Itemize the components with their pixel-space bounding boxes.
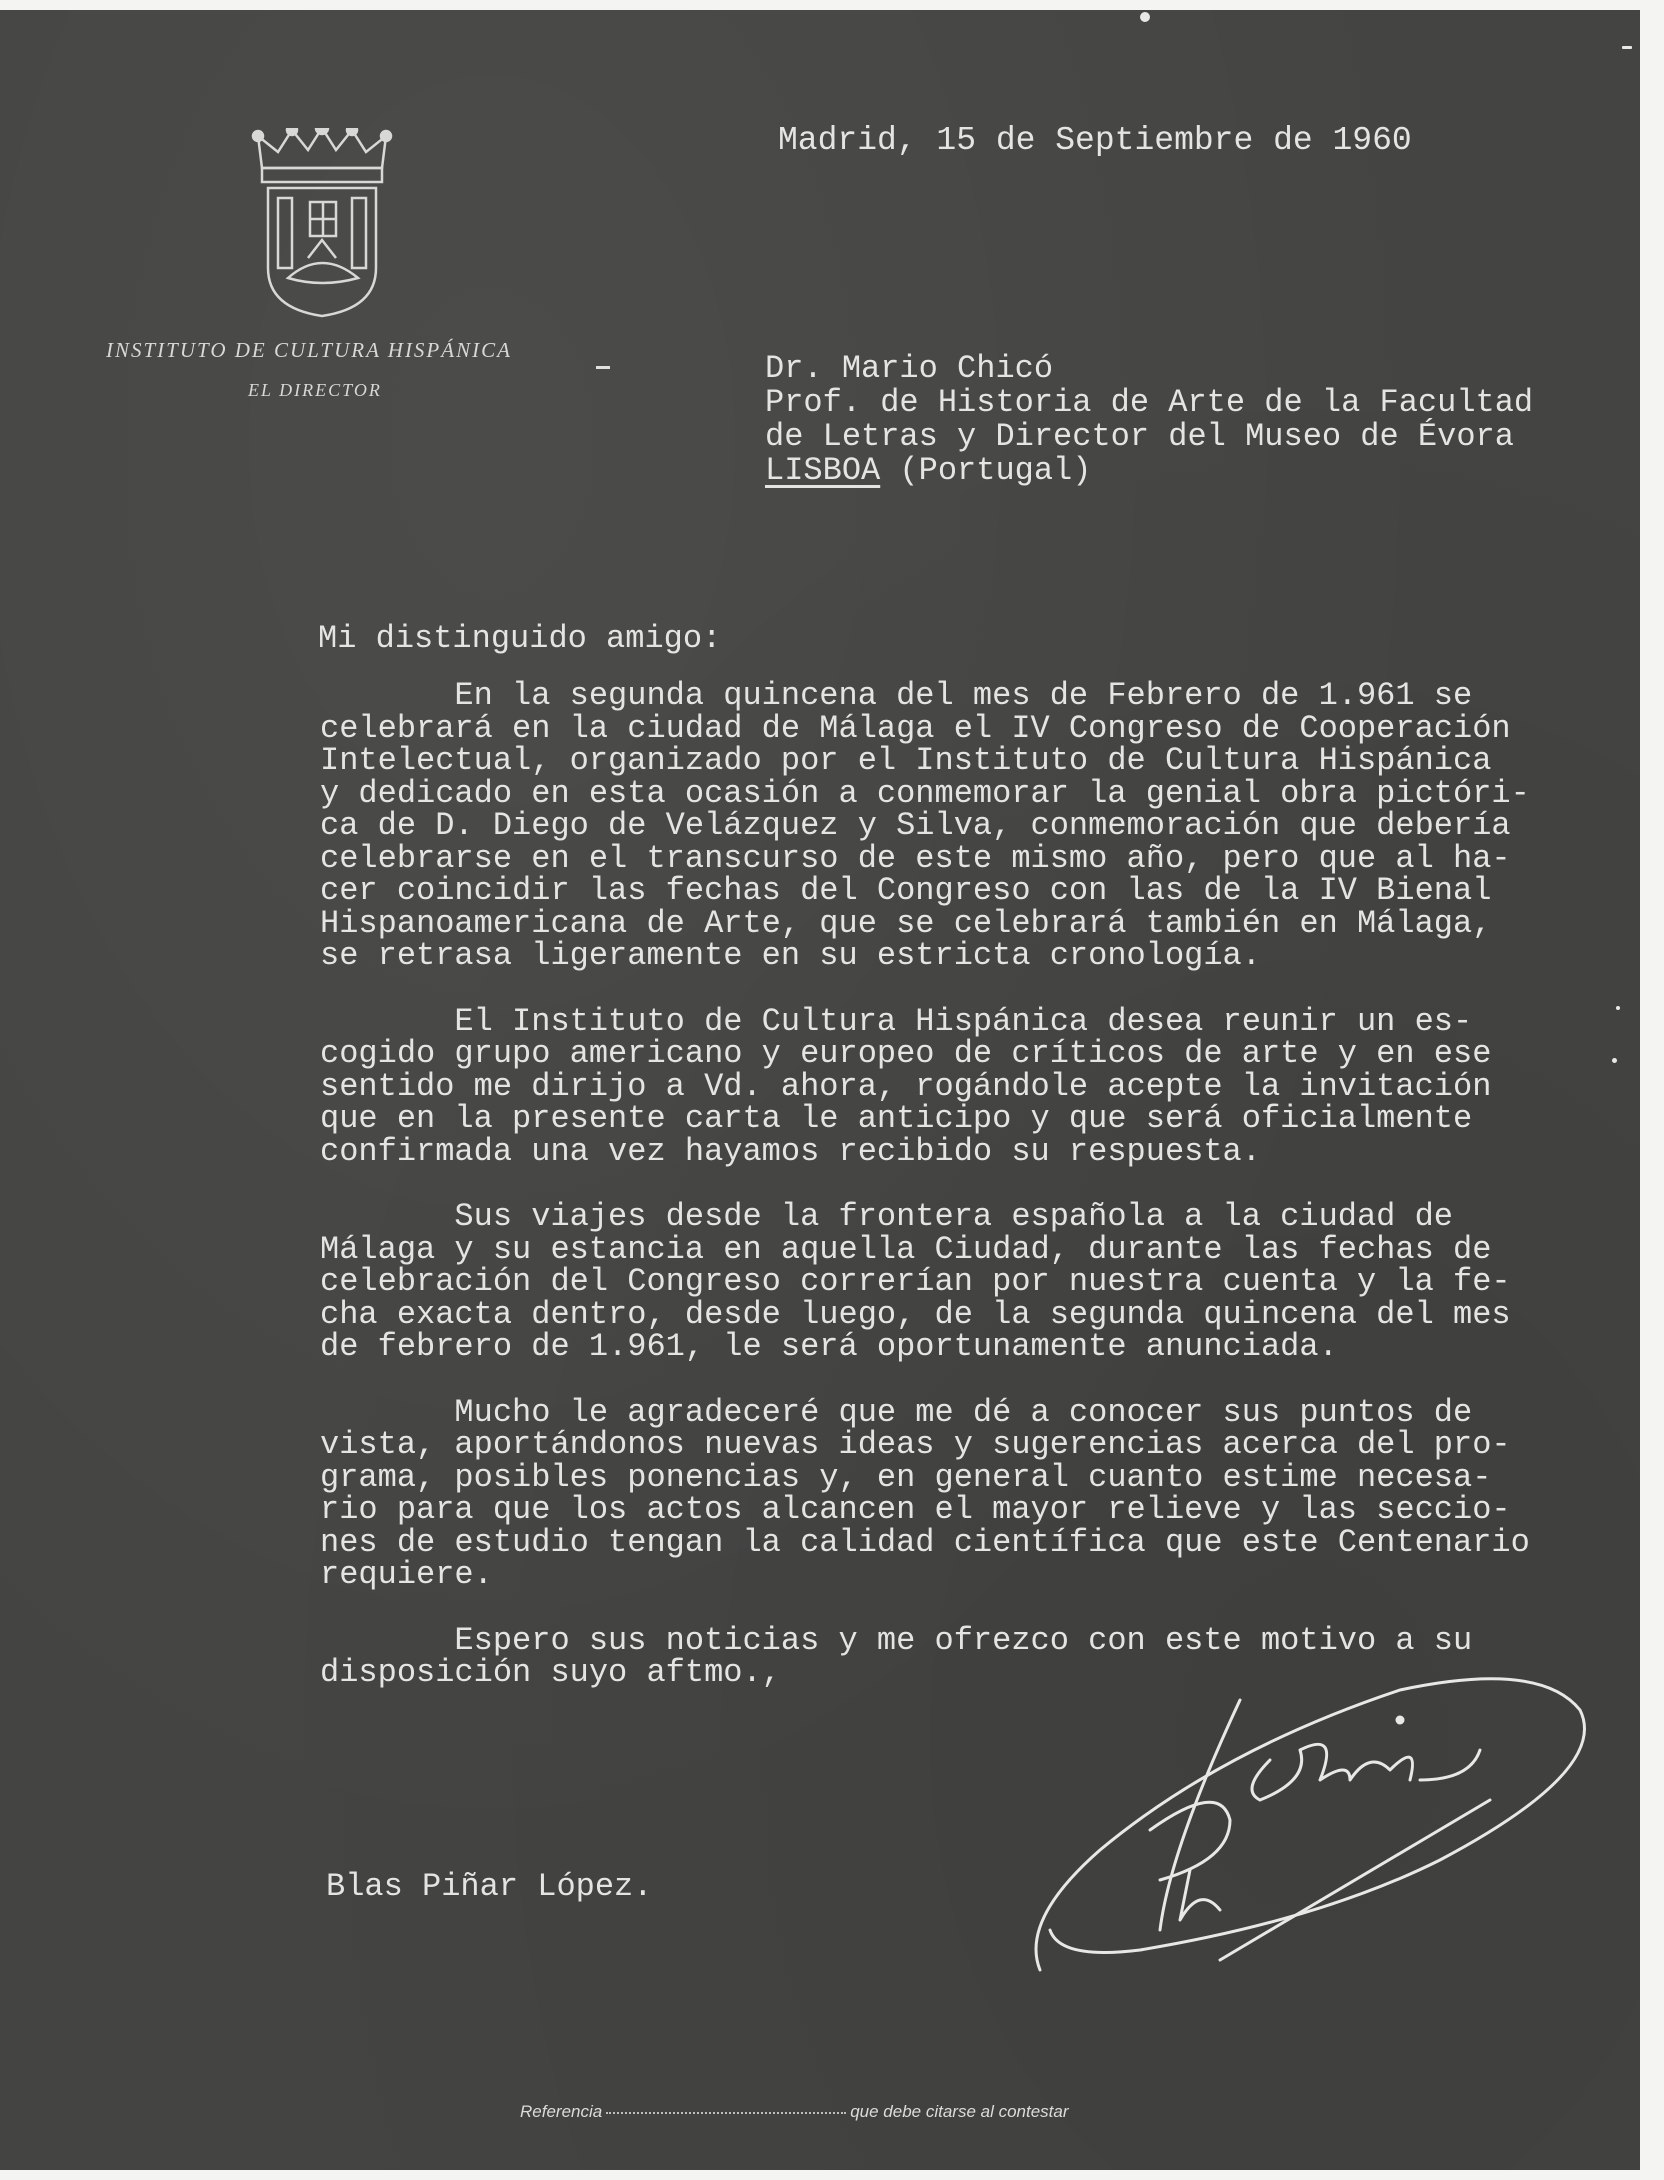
paper-speck bbox=[1616, 1006, 1620, 1010]
body-line: cha exacta dentro, desde luego, de la segunda quincena del mes bbox=[320, 1295, 1511, 1333]
body-line: Intelectual, organizado por el Instituto de Cultura Hispánica bbox=[320, 742, 1492, 779]
body-line: Sus viajes desde la frontera española a la ciudad de bbox=[320, 1198, 1453, 1235]
divider-mark bbox=[596, 366, 610, 369]
body-line: celebrarse en el transcurso de este mismo año, pero que al ha- bbox=[320, 839, 1511, 877]
body-line: El Instituto de Cultura Hispánica desea reunir un es- bbox=[320, 1002, 1473, 1040]
paper-speck bbox=[1622, 46, 1632, 49]
institution-name: INSTITUTO DE CULTURA HISPÁNICA bbox=[106, 338, 512, 362]
paragraph bbox=[320, 677, 1620, 974]
body-line: Hispanoamericana de Arte, que se celebrará también en Málaga, bbox=[320, 904, 1492, 942]
body-line: En la segunda quincena del mes de Febrero de 1.961 se bbox=[320, 677, 1473, 714]
body-line: y dedicado en esta ocasión a conmemorar la genial obra pictóri- bbox=[320, 774, 1530, 812]
recipient-line: Prof. de Historia de Arte de la Facultad bbox=[765, 384, 1534, 421]
handwritten-signature bbox=[1020, 1670, 1600, 2010]
body-line: requiere. bbox=[320, 1556, 493, 1593]
recipient-country: (Portugal) bbox=[899, 452, 1092, 489]
body-line: Málaga y su estancia en aquella Ciudad, durante las fechas de bbox=[320, 1230, 1492, 1268]
body-line: Espero sus noticias y me ofrezco con este motivo a su bbox=[320, 1621, 1473, 1659]
reference-note: que debe citarse al contestar bbox=[850, 2102, 1069, 2121]
letter-body bbox=[320, 677, 1620, 1723]
signer-name: Blas Piñar López. bbox=[326, 1868, 653, 1905]
recipient-address bbox=[765, 352, 1533, 488]
paper-speck bbox=[1140, 12, 1150, 22]
recipient-line: de Letras y Director del Museo de Évora bbox=[765, 418, 1514, 455]
institution-role: EL DIRECTOR bbox=[248, 380, 382, 400]
body-line: rio para que los actos alcancen el mayor relieve y las seccio- bbox=[320, 1491, 1511, 1528]
body-line: que en la presente carta le anticipo y que será oficialmente bbox=[320, 1100, 1473, 1137]
body-line: celebrará en la ciudad de Málaga el IV Congreso de Cooperación bbox=[320, 709, 1511, 747]
body-line: confirmada una vez hayamos recibido su respuesta. bbox=[320, 1132, 1261, 1170]
body-line: ca de D. Diego de Velázquez y Silva, conmemoración que debería bbox=[320, 807, 1511, 844]
paragraph bbox=[320, 1002, 1620, 1170]
body-line: disposición suyo aftmo., bbox=[320, 1654, 781, 1691]
reference-label: Referencia bbox=[520, 2102, 603, 2121]
reference-blank-line bbox=[606, 2112, 846, 2114]
paper-speck bbox=[1612, 1058, 1617, 1063]
body-line: celebración del Congreso correrían por nuestra cuenta y la fe- bbox=[320, 1263, 1511, 1300]
page-edge bbox=[1640, 0, 1664, 2180]
body-line: cogido grupo americano y europeo de críticos de arte y en ese bbox=[320, 1035, 1492, 1072]
salutation: Mi distinguido amigo: bbox=[318, 620, 722, 657]
recipient-city: LISBOA bbox=[765, 452, 881, 489]
letter-date: Madrid, 15 de Septiembre de 1960 bbox=[778, 122, 1412, 159]
body-line: se retrasa ligeramente en su estricta cronología. bbox=[320, 937, 1261, 974]
paragraph bbox=[320, 1198, 1620, 1365]
body-line: nes de estudio tengan la calidad científica que este Centenario bbox=[320, 1523, 1530, 1561]
body-line: grama, posibles ponencias y, en general cuanto estime necesa- bbox=[320, 1458, 1492, 1496]
body-line: sentido me dirijo a Vd. ahora, rogándole acepte la invitación bbox=[320, 1067, 1492, 1105]
recipient-name: Dr. Mario Chicó bbox=[765, 350, 1054, 387]
body-line: de febrero de 1.961, le será oportunamente anunciada. bbox=[320, 1328, 1338, 1365]
recipient-location bbox=[765, 454, 1533, 488]
reference-footer bbox=[520, 2102, 1069, 2122]
body-line: Mucho le agradeceré que me dé a conocer sus puntos de bbox=[320, 1393, 1473, 1431]
paragraph bbox=[320, 1393, 1620, 1593]
letter-page bbox=[0, 10, 1640, 2170]
body-line: vista, aportándonos nuevas ideas y sugerencias acerca del pro- bbox=[320, 1426, 1511, 1463]
coat-of-arms-icon bbox=[248, 128, 396, 318]
body-line: cer coincidir las fechas del Congreso con las de la IV Bienal bbox=[320, 872, 1492, 909]
